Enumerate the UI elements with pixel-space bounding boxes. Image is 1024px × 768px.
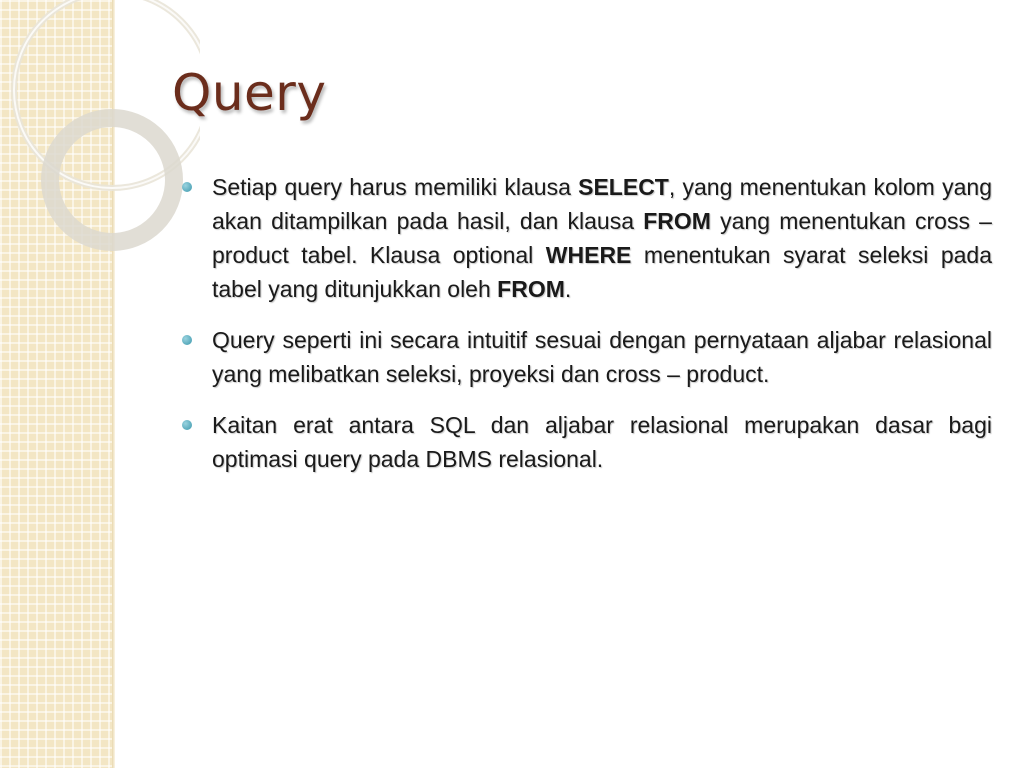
bullet-text-2: Query seperti ini secara intuitif sesuai dengan pernyataan aljabar relasional yang melibatkan seleksi, proyeksi dan cross – product. [212,327,992,387]
decorative-circles [0,0,200,260]
bullet-item-1 [180,170,992,306]
bullet-text-3: Kaitan erat antara SQL dan aljabar relasional merupakan dasar bagi optimasi query pada DBMS relasional. [212,412,992,472]
bullet-list [180,170,992,476]
bullet-dot-icon [182,335,192,345]
bullet-item-3 [180,408,992,476]
keyword-where: WHERE [545,242,632,268]
keyword-from: FROM [643,208,711,234]
slide-title: Query [172,64,327,122]
keyword-from: FROM [497,276,565,302]
bullet-text-1: Setiap query harus memiliki klausa SELECT, yang menentukan kolom yang akan ditampilkan pada hasil, dan klausa FROM yang menentukan cross – product tabel. Klausa optional WHERE menentukan syarat seleksi pada tabel yang ditunjukkan oleh FROM. [212,174,992,302]
bullet-dot-icon [182,420,192,430]
bullet-dot-icon [182,182,192,192]
keyword-select: SELECT [578,174,669,200]
slide-content [180,170,992,493]
bullet-item-2 [180,323,992,391]
